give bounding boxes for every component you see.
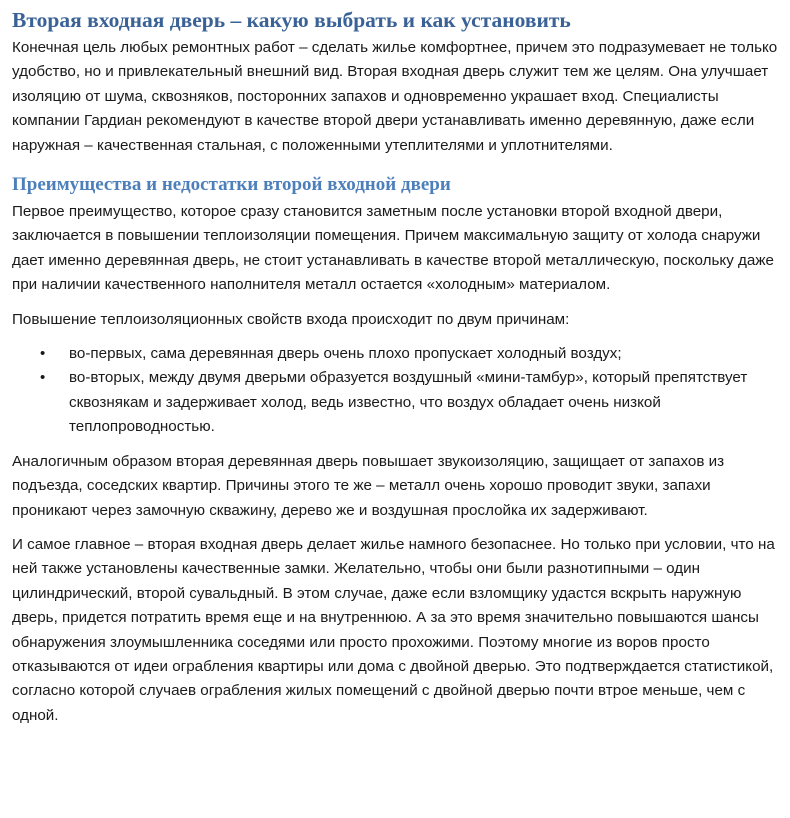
paragraph-sound-insulation: Аналогичным образом вторая деревянная дверь повышает звукоизоляцию, защищает от запахов из подъезда, соседских квартир. Причины этого те же – металл очень хорошо проводит звуки, запахи проникают через замочную скважину, дерево же и воздушная прослойка их задерживают. (12, 452, 725, 519)
list-item-text: во-первых, сама деревянная дверь очень плохо пропускает холодный воздух; (69, 345, 622, 363)
list-item (12, 366, 778, 439)
bullet-icon: • (40, 345, 46, 363)
paragraph-reasons-intro: Повышение теплоизоляционных свойств входа происходит по двум причинам: (12, 310, 570, 328)
bullet-icon: • (40, 369, 46, 387)
paragraph-security: И самое главное – вторая входная дверь делает жилье намного безопаснее. Но только при условии, что на ней также установлены качественные замки. Желательно, чтобы они были разнотипными – один цилиндрический, второй сувальдный. В этом случае, даже если взломщику удастся вскрыть наружную дверь, придется потратить время еще и на внутреннюю. А за это время значительно повышаются шансы обнаружения злоумышленника соседями или просто прохожими. Поэтому многие из воров просто отказываются от идеи ограбления квартиры или дома с двойной дверью. Это подтверждается статистикой, согласно которой случаев ограбления жилых помещений с двойной дверью почти втрое меньше, чем с одной. (12, 535, 775, 724)
list-item (12, 342, 778, 366)
article-title: Вторая входная дверь – какую выбрать и как установить (12, 8, 571, 32)
reasons-list (12, 342, 778, 440)
intro-paragraph: Конечная цель любых ремонтных работ – сделать жилье комфортнее, причем это подразумевает не только удобство, но и привлекательный внешний вид. Вторая входная дверь служит тем же целям. Она улучшает изоляцию от шума, сквозняков, посторонних запахов и одновременно украшает вход. Специалисты компании Гардиан рекомендуют в качестве второй двери устанавливать именно деревянную, даже если наружная – качественная стальная, с положенными утеплителями и уплотнителями. (12, 39, 778, 154)
section-title: Преимущества и недостатки второй входной двери (12, 174, 451, 196)
paragraph-insulation: Первое преимущество, которое сразу становится заметным после установки второй входной двери, заключается в повышении теплоизоляции помещения. Причем максимальную защиту от холода снаружи дает именно деревянная дверь, не стоит устанавливать в качестве второй металлическую, поскольку даже при наличии качественного наполнителя металл остается «холодным» материалом. (12, 203, 774, 294)
list-item-text: во-вторых, между двумя дверьми образуется воздушный «мини-тамбур», который препятствует сквознякам и задерживает холод, ведь известно, что воздух обладает очень низкой теплопроводностью. (69, 369, 748, 436)
